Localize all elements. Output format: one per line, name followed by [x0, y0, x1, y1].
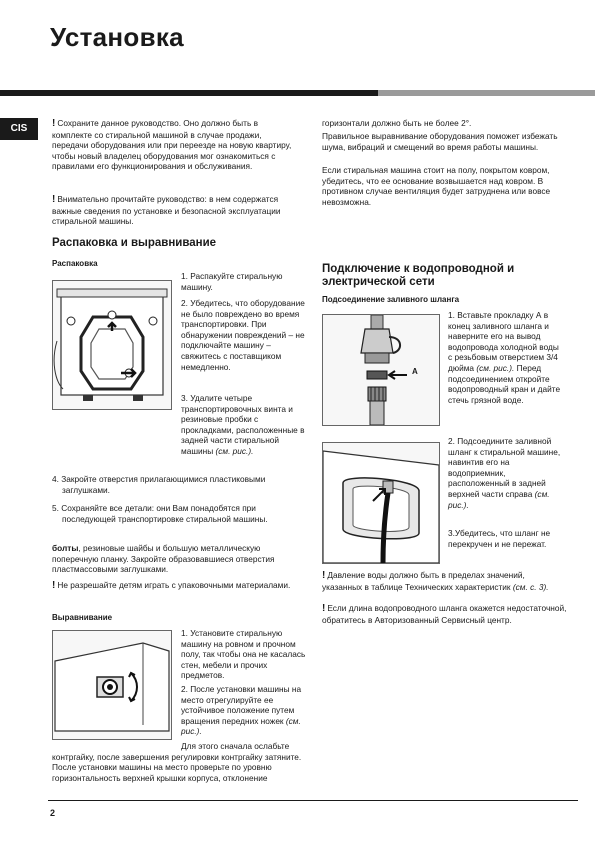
exclamation-icon: !	[52, 194, 56, 205]
level-continued-3: Если стиральная машина стоит на полу, покрытом ковром, убедитесь, что ее основание возвышается над ковром. В противном случае вентиляция будет затруднена или вовсе невозможна.	[322, 165, 551, 207]
warning-children	[52, 580, 302, 592]
unpack-step-3-text: 3. Удалите четыре транспортировочных винта и резиновые пробки с прокладками, расположенные в задней части стиральной машины	[181, 393, 305, 456]
subsection-title-hose: Подсоединение заливного шланга	[322, 295, 460, 304]
page-number: 2	[50, 808, 56, 818]
unpack-step-1: 1. Распакуйте стиральную машину.	[181, 271, 283, 292]
section-title-unpack: Распаковка и выравнивание	[52, 237, 217, 249]
level-step-2-continued: Для этого сначала ослабьте контргайку, после завершения регулировки контргайку затяните. После установки машины на место проверьте по уровню горизонтальность верхней крышки корпуса, отклонение	[52, 741, 302, 783]
hose-machine-drawing	[323, 443, 439, 563]
page-title: Установка	[50, 22, 184, 52]
hose-step-1-ref: (см. рис.).	[476, 362, 515, 373]
exclamation-icon: !	[52, 118, 56, 129]
level-step-2-text: 2. После установки машины на место отрегулируйте ее устойчивое положение путем вращения передних ножек	[181, 684, 302, 726]
hose-step-3: 3.Убедитесь, что шланг не перекручен и не пережат.	[448, 528, 551, 549]
hose-step-1	[448, 310, 563, 405]
subsection-title-unpack: Распаковка	[52, 259, 98, 268]
footer-rule	[48, 800, 578, 801]
warning-pressure-ref: (см. с. 3).	[512, 581, 549, 592]
warning-length	[322, 603, 567, 625]
machine-back-figure	[52, 280, 172, 410]
unpack-step-3-ref: (см. рис.).	[215, 445, 254, 456]
intro-text-1: Сохраните данное руководство. Оно должно быть в комплекте со стиральной машиной в случае продажи, передачи оборудования или при переезде на новую квартиру, чтобы новый владелец оборудования мог ознакомиться с правилами его функционирования и обслуживания.	[52, 118, 292, 172]
leveling-drawing	[53, 631, 171, 739]
hose-step-2-text: 2. Подсоедините заливной шланг к стиральной машине, навинтив его на водоприемник, расположенный в задней верхней части справа	[448, 436, 561, 499]
exclamation-icon: !	[322, 603, 326, 614]
hose-tap-figure	[322, 314, 440, 426]
hose-tap-drawing	[323, 315, 439, 425]
intro-paragraph-1	[52, 118, 300, 172]
hose-step-2	[448, 436, 563, 510]
intro-paragraph-2	[52, 194, 300, 227]
level-step-1: 1. Установите стиральную машину на ровном и прочном полу, так чтобы она не касалась стен, мебели и прочих предметов.	[181, 628, 306, 681]
exclamation-icon: !	[322, 570, 326, 581]
leveling-figure	[52, 630, 172, 740]
hose-machine-figure	[322, 442, 440, 564]
machine-back-drawing	[53, 281, 171, 409]
unpack-step-3	[181, 393, 306, 457]
level-continued-2: Правильное выравнивание оборудования поможет избежать шума, вибраций и смещений во время работы машины.	[322, 131, 558, 152]
intro-text-2: Внимательно прочитайте руководство: в нем содержатся важные сведения по установке и безопасной эксплуатации стиральной машины.	[52, 194, 281, 227]
bolts-bold: болты	[52, 543, 79, 553]
warning-children-text: Не разрешайте детям играть с упаковочными материалами.	[57, 580, 291, 590]
level-step-2-ref: (см. рис.).	[181, 715, 301, 737]
bolts-rest: , резиновые шайбы и большую металлическую поперечную планку. Закройте образовавшиеся отверстия пластмассовыми заглушками.	[52, 543, 275, 575]
unpack-step-4: 4. Закройте отверстия прилагающимися пластиковыми заглушками.	[52, 474, 266, 495]
subsection-title-level: Выравнивание	[52, 613, 113, 622]
warning-pressure-text: Давление воды должно быть в пределах значений, указанных в таблице Технических характеристик	[322, 570, 525, 592]
language-tab: CIS	[0, 118, 38, 140]
unpack-step-5: 5. Сохраняйте все детали: они Вам понадобятся при последующей транспортировке стиральной машины.	[52, 503, 268, 524]
warning-pressure	[322, 570, 567, 592]
unpack-step-2: 2. Убедитесь, что оборудование не было повреждено во время транспортировки. При обнаружении повреждений – не подключайте машину – свяжитесь с поставщиком немедленно.	[181, 298, 305, 372]
bolts-paragraph	[52, 543, 302, 575]
hose-step-1-rest: Перед подсоединением откройте водопроводный кран и дайте стечь грязной воде.	[448, 362, 561, 405]
section-title-connection: Подключение к водопроводной и электрической сети	[322, 263, 515, 288]
header-rule-accent	[378, 90, 595, 96]
exclamation-icon: !	[52, 580, 56, 591]
level-step-2	[181, 684, 306, 737]
hose-step-2-ref: (см. рис.).	[448, 488, 550, 510]
label-a: A	[412, 367, 418, 376]
hose-step-1-text: 1. Вставьте прокладку А в конец заливного шланга и наверните его на вывод водопровода холодной воды с резьбовым отверстием 3/4 дюйма	[448, 310, 559, 373]
level-continued-1: горизонтали должно быть не более 2°.	[322, 118, 472, 128]
warning-length-text: Если длина водопроводного шланга окажется недостаточной, обратитесь в Авторизованный Сервисный центр.	[322, 603, 567, 625]
